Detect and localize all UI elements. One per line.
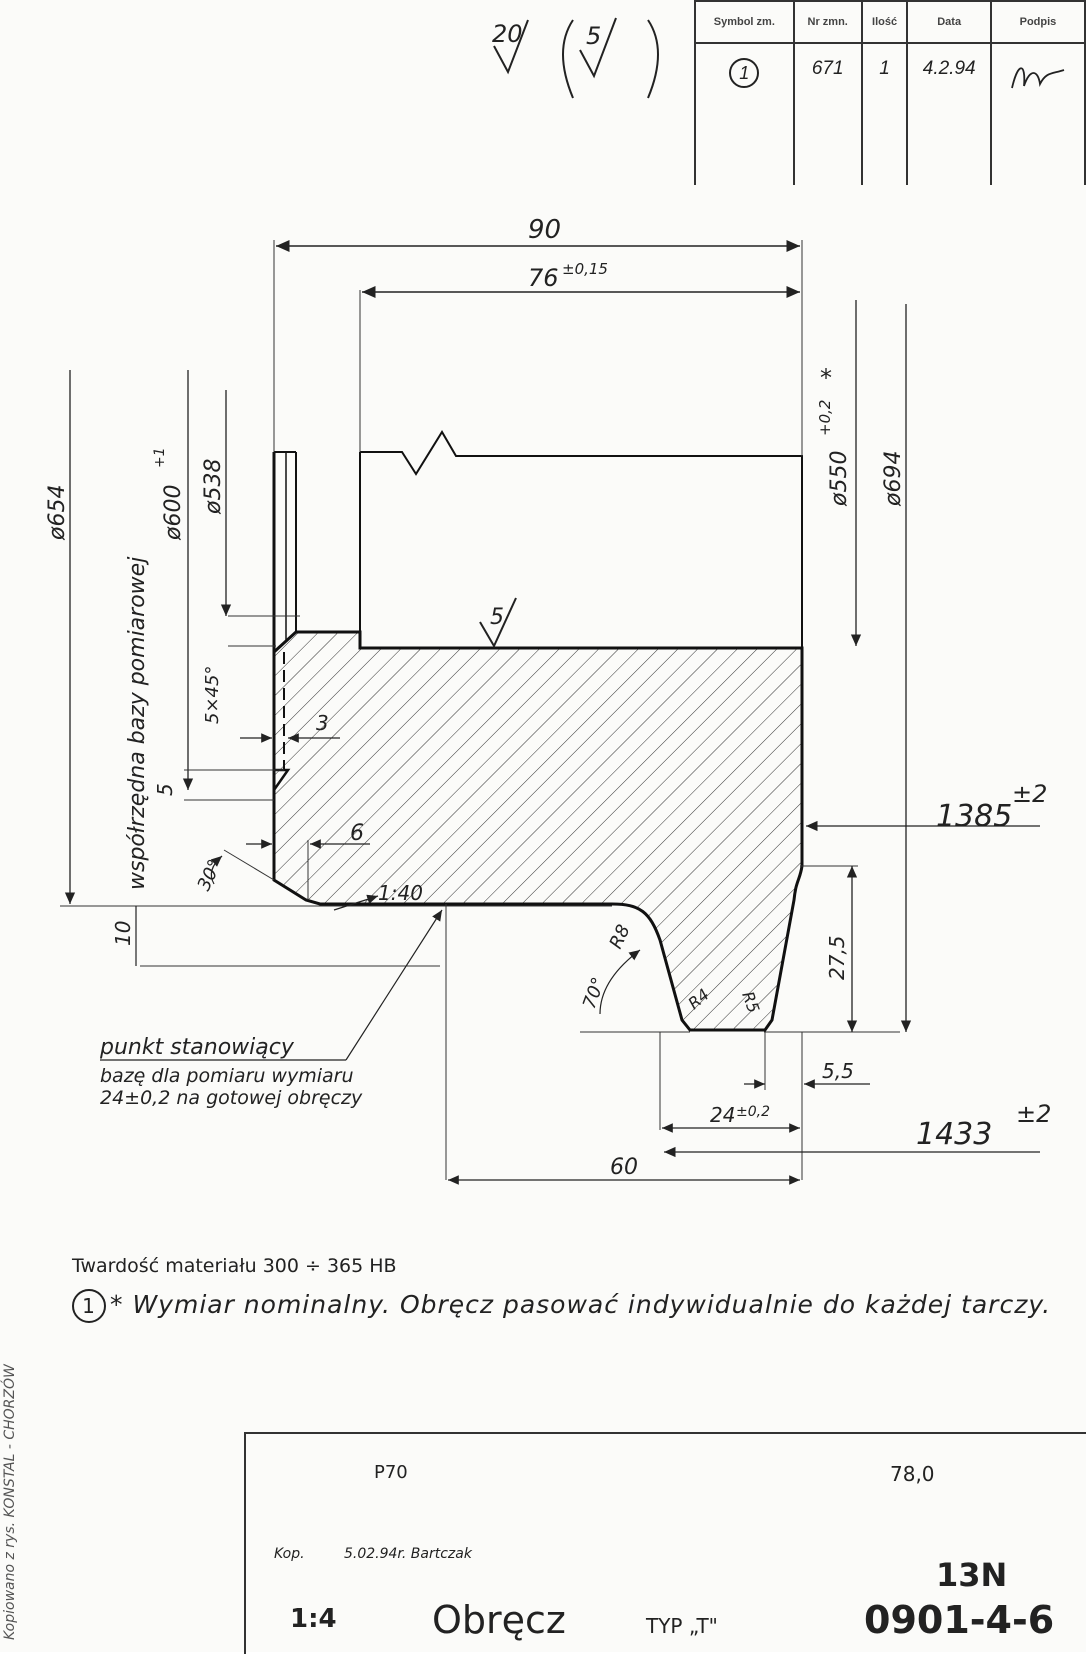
dim-6: 6 [350, 821, 364, 846]
dim-d654: ø654 [45, 484, 70, 540]
dim-5-5: 5,5 [822, 1059, 854, 1083]
angle-70: 70° [578, 974, 610, 1012]
scale: 1:4 [290, 1604, 337, 1634]
revision-number: 671 [794, 43, 862, 185]
dim-chamfer: 5×45° [202, 665, 223, 724]
material: P70 [374, 1462, 408, 1483]
dim-inner-width: 76 [528, 264, 559, 292]
header-date: Data [907, 1, 991, 43]
roughness-symbols [486, 18, 658, 98]
nominal-dimension-note [72, 1289, 1051, 1323]
top-dimensions [274, 215, 802, 456]
header-signature: Podpis [991, 1, 1085, 43]
dim-inner-width-tol: ±0,15 [562, 260, 608, 278]
radius-r4: R4 [684, 984, 713, 1014]
code-line2: 0901-4-6 [864, 1598, 1055, 1642]
dim-step-5: 5 [153, 783, 177, 796]
part-name: Obręcz [432, 1598, 566, 1642]
radius-r8: R8 [605, 921, 635, 953]
code-line1: 13N [936, 1556, 1008, 1594]
dim-10: 10 [111, 920, 135, 946]
val-1433-tol: ±2 [1016, 1100, 1052, 1128]
callout-line1: punkt stanowiący [100, 1035, 294, 1060]
copy-label: Kop. [274, 1546, 305, 1562]
roughness-bracket: 5 [586, 22, 602, 50]
taper-1-40: 1:40 [378, 881, 423, 905]
drawing-notes [72, 1255, 1051, 1323]
side-stamp: Kopiowano z rys. KONSTAL - CHORZÓW [2, 1364, 18, 1640]
dim-60: 60 [610, 1155, 638, 1180]
right-dimensions [806, 300, 1047, 1032]
header-symbol: Symbol zm. [695, 1, 794, 43]
hardness-note: Twardość materiału 300 ÷ 365 HB [72, 1255, 397, 1277]
radius-r5: R5 [738, 988, 764, 1016]
base-point-callout [99, 910, 442, 1109]
title-block [244, 1432, 1086, 1654]
dim-27-5: 27,5 [825, 935, 849, 980]
roughness-inner-surface [480, 598, 516, 646]
val-1433: 1433 [916, 1117, 993, 1152]
dim-d550-mark: * [820, 364, 832, 392]
dim-d550-tol: +0,2 [816, 399, 834, 436]
callout-line2: bazę dla pomiaru wymiaru [100, 1065, 354, 1087]
dim-24: 24 [710, 1103, 736, 1127]
dim-overall-width: 90 [528, 215, 562, 245]
weight: 78,0 [890, 1462, 935, 1486]
dim-d550: ø550 [827, 450, 852, 506]
revision-date: 4.2.94 [907, 43, 991, 185]
header-qty: Ilość [862, 1, 908, 43]
val-1385-tol: ±2 [1012, 780, 1048, 808]
angle-30: 30° [193, 856, 227, 895]
roughness-general: 20 [492, 20, 523, 48]
dim-d538: ø538 [201, 458, 226, 514]
revision-qty: 1 [862, 43, 908, 185]
note-text: * Wymiar nominalny. Obręcz pasować indywidualnie do każdej tarczy. [110, 1290, 1052, 1319]
label-measuring-base: współrzędna bazy pomiarowej [125, 556, 150, 890]
header-number: Nr zmn. [794, 1, 862, 43]
roughness-inner: 5 [490, 605, 504, 630]
callout-line3: 24±0,2 na gotowej obręczy [100, 1087, 363, 1109]
dim-d600-tol: +1 [152, 447, 168, 468]
revision-symbol: 1 [695, 43, 794, 185]
dim-24-tol: ±0,2 [736, 1104, 770, 1120]
val-1385: 1385 [936, 799, 1013, 834]
copy-note: 5.02.94r. Bartczak [344, 1546, 472, 1562]
dim-groove-3: 3 [316, 711, 329, 735]
dim-d694: ø694 [881, 450, 906, 506]
part-type: TYP „T" [646, 1614, 718, 1638]
note-symbol: 1 [72, 1289, 106, 1323]
dim-d600: ø600 [161, 484, 186, 540]
